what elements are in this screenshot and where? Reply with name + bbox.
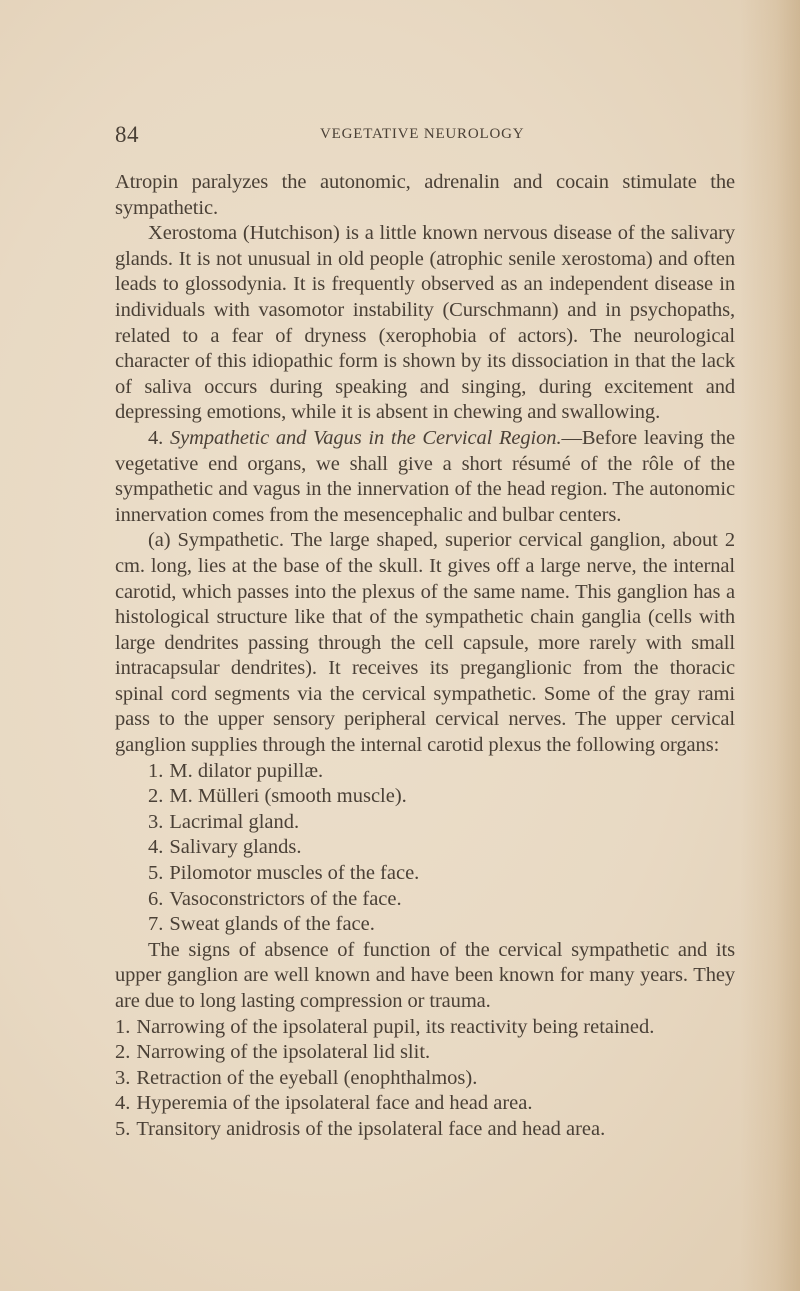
paragraph-section-4: [115, 426, 735, 528]
page-number: 84: [115, 122, 139, 147]
page-header: [115, 122, 735, 152]
paragraph-sympathetic: [115, 528, 735, 758]
section-intro-text: —Before leaving the vegetative end organs, we shall give a short résumé of the rôle of the sympathetic and vagus in the innervation of the head region. The autonomic innervation comes from the mesencephalic and bulbar centers.: [115, 426, 736, 526]
signs-list: [115, 1015, 735, 1143]
list-item: 4. Hyperemia of the ipsolateral face and head area.: [115, 1092, 533, 1115]
subsection-label: (a): [148, 529, 171, 552]
list-item: 1. Narrowing of the ipsolateral pupil, its reactivity being retained.: [115, 1015, 655, 1038]
page-edge-shading: [740, 0, 800, 1291]
list-item: 2. M. Mülleri (smooth muscle).: [148, 785, 407, 808]
paragraph-atropin: Atropin paralyzes the autonomic, adrenalin and cocain stimulate the sympathetic.: [115, 171, 735, 219]
list-item: 5. Transitory anidrosis of the ipsolateral face and head area.: [115, 1117, 606, 1140]
paragraph-xerostoma: Xerostoma (Hutchison) is a little known nervous disease of the salivary glands. It is not unusual in old people (atrophic senile xerostoma) and often leads to glossodynia. It is frequently observed as an independent disease in individuals with vasomotor instability (Curschmann) and in psychopaths, related to a fear of dryness (xerophobia of actors). The neurological character of this idiopathic form is shown by its dissociation in that the lack of saliva occurs during speaking and singing, during excitement and depressing emotions, while it is absent in chewing and swallowing.: [115, 222, 735, 424]
paragraph-absence-signs: The signs of absence of function of the cervical sympathetic and its upper ganglion are well known and have been known for many years. They are due to long lasting compression or trauma.: [115, 938, 735, 1012]
list-item: 3. Lacrimal gland.: [148, 810, 300, 833]
list-item: 5. Pilomotor muscles of the face.: [148, 862, 420, 885]
sympathetic-text: Sympathetic. The large shaped, superior cervical ganglion, about 2 cm. long, lies at the base of the skull. It gives off a large nerve, the internal carotid, which passes into the plexus of the same name. This ganglion has a histological structure like that of the sympathetic chain ganglia (cells with large dendrites passing through the cell capsule, more rarely with small intracapsular dendrites). It receives its preganglionic from the thoracic spinal cord segments via the cervical sympathetic. Some of the gray rami pass to the upper sensory peripheral cervical nerves. The upper cervical ganglion supplies through the internal carotid plexus the following organs:: [115, 529, 735, 757]
section-number: 4.: [148, 426, 164, 449]
list-item: 7. Sweat glands of the face.: [148, 913, 375, 936]
list-item: 4. Salivary glands.: [148, 836, 302, 859]
section-title: Sympathetic and Vagus in the Cervical Region.: [169, 426, 562, 449]
list-item: 1. M. dilator pupillæ.: [148, 759, 324, 782]
organs-list: [115, 759, 735, 938]
book-page: [115, 122, 735, 1143]
list-item: 3. Retraction of the eyeball (enophthalmos).: [115, 1066, 478, 1089]
list-item: 2. Narrowing of the ipsolateral lid slit.: [115, 1041, 431, 1064]
running-head: VEGETATIVE NEUROLOGY: [320, 126, 525, 142]
list-item: 6. Vasoconstrictors of the face.: [148, 887, 402, 910]
